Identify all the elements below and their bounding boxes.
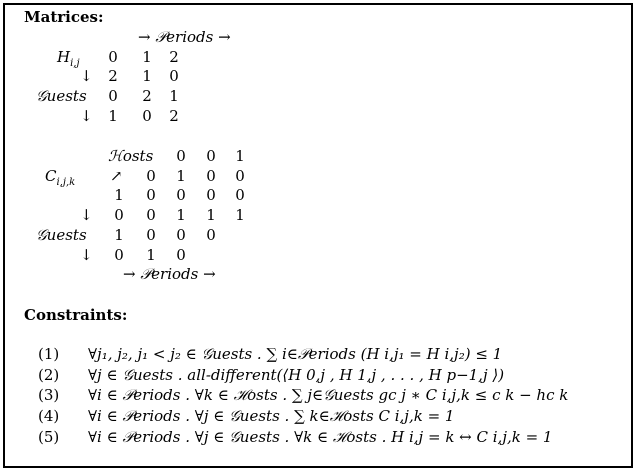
c-cell: 0 [114,206,124,224]
h-guests-label: 𝒢uests [36,87,87,105]
h-cell: 1 [142,48,152,66]
c-cell: 0 [146,206,156,224]
h-cell: 2 [142,87,152,105]
constraint-formula: ∀i ∈ 𝒫eriods . ∀k ∈ ℋosts . ∑ j∈𝒢uests gc j ∗ C i,j,k ≤ c k − hc k [88,386,569,404]
h-cell: 1 [169,87,179,105]
h-down-arrow-1: ↓ [80,67,93,85]
h-cell: 2 [108,67,118,85]
constraint-formula: ∀j₁, j₂, j₁ < j₂ ∈ 𝒢uests . ∑ i∈𝒫eriods (H i,j₁ = H i,j₂) ≤ 1 [88,345,503,363]
c-hosts-cell: 0 [206,147,216,165]
c-cell: 1 [146,246,156,264]
c-row-label: $C_{i,j,k}$ [45,167,76,188]
h-cell: 0 [169,67,179,85]
diagonal-arrow-icon: ↗ [110,167,123,185]
c-cell: 0 [146,186,156,204]
c-guests-label: 𝒢uests [36,226,87,244]
c-cell: 0 [176,226,186,244]
constraint-formula: ∀i ∈ 𝒫eriods . ∀j ∈ 𝒢uests . ∀k ∈ ℋosts . H i,j = k ↔ C i,j,k = 1 [88,428,553,446]
c-cell: 1 [114,186,124,204]
c-hosts-cell: 1 [235,147,245,165]
c-cell: 0 [235,186,245,204]
c-hosts-cell: 0 [176,147,186,165]
constraint-number: (1) [38,345,60,363]
c-cell: 0 [176,186,186,204]
matrices-heading: Matrices: [24,8,104,26]
c-hosts-label: ℋosts [108,147,154,165]
c-cell: 1 [176,206,186,224]
h-cell: 2 [169,107,179,125]
h-periods-label: → 𝒫eriods → [138,28,231,46]
constraint-formula: ∀i ∈ 𝒫eriods . ∀j ∈ 𝒢uests . ∑ k∈ℋosts C i,j,k = 1 [88,407,455,425]
c-cell: 0 [206,226,216,244]
c-down-arrow-1: ↓ [80,206,93,224]
h-cell: 0 [108,48,118,66]
c-cell: 1 [235,206,245,224]
h-cell: 0 [108,87,118,105]
c-cell: 0 [206,186,216,204]
c-down-arrow-2: ↓ [80,246,93,264]
c-cell: 1 [114,226,124,244]
c-cell: 0 [146,167,156,185]
constraints-heading: Constraints: [24,306,128,324]
c-cell: 0 [146,226,156,244]
constraint-number: (2) [38,366,60,384]
h-cell: 1 [142,67,152,85]
c-periods-label: → 𝒫eriods → [123,265,216,283]
c-cell: 1 [176,167,186,185]
c-cell: 0 [114,246,124,264]
constraint-formula: ∀j ∈ 𝒢uests . all-different(⟨H 0,j , H 1,j , . . . , H p−1,j ⟩) [88,366,505,384]
constraint-number: (5) [38,428,60,446]
c-cell: 0 [206,167,216,185]
c-cell: 0 [176,246,186,264]
h-cell: 0 [142,107,152,125]
h-cell: 2 [169,48,179,66]
c-cell: 0 [235,167,245,185]
h-cell: 1 [108,107,118,125]
h-down-arrow-2: ↓ [80,107,93,125]
h-row-label: $H_{i,j}$ [57,48,80,69]
constraint-number: (3) [38,386,60,404]
constraint-number: (4) [38,407,60,425]
c-cell: 1 [206,206,216,224]
